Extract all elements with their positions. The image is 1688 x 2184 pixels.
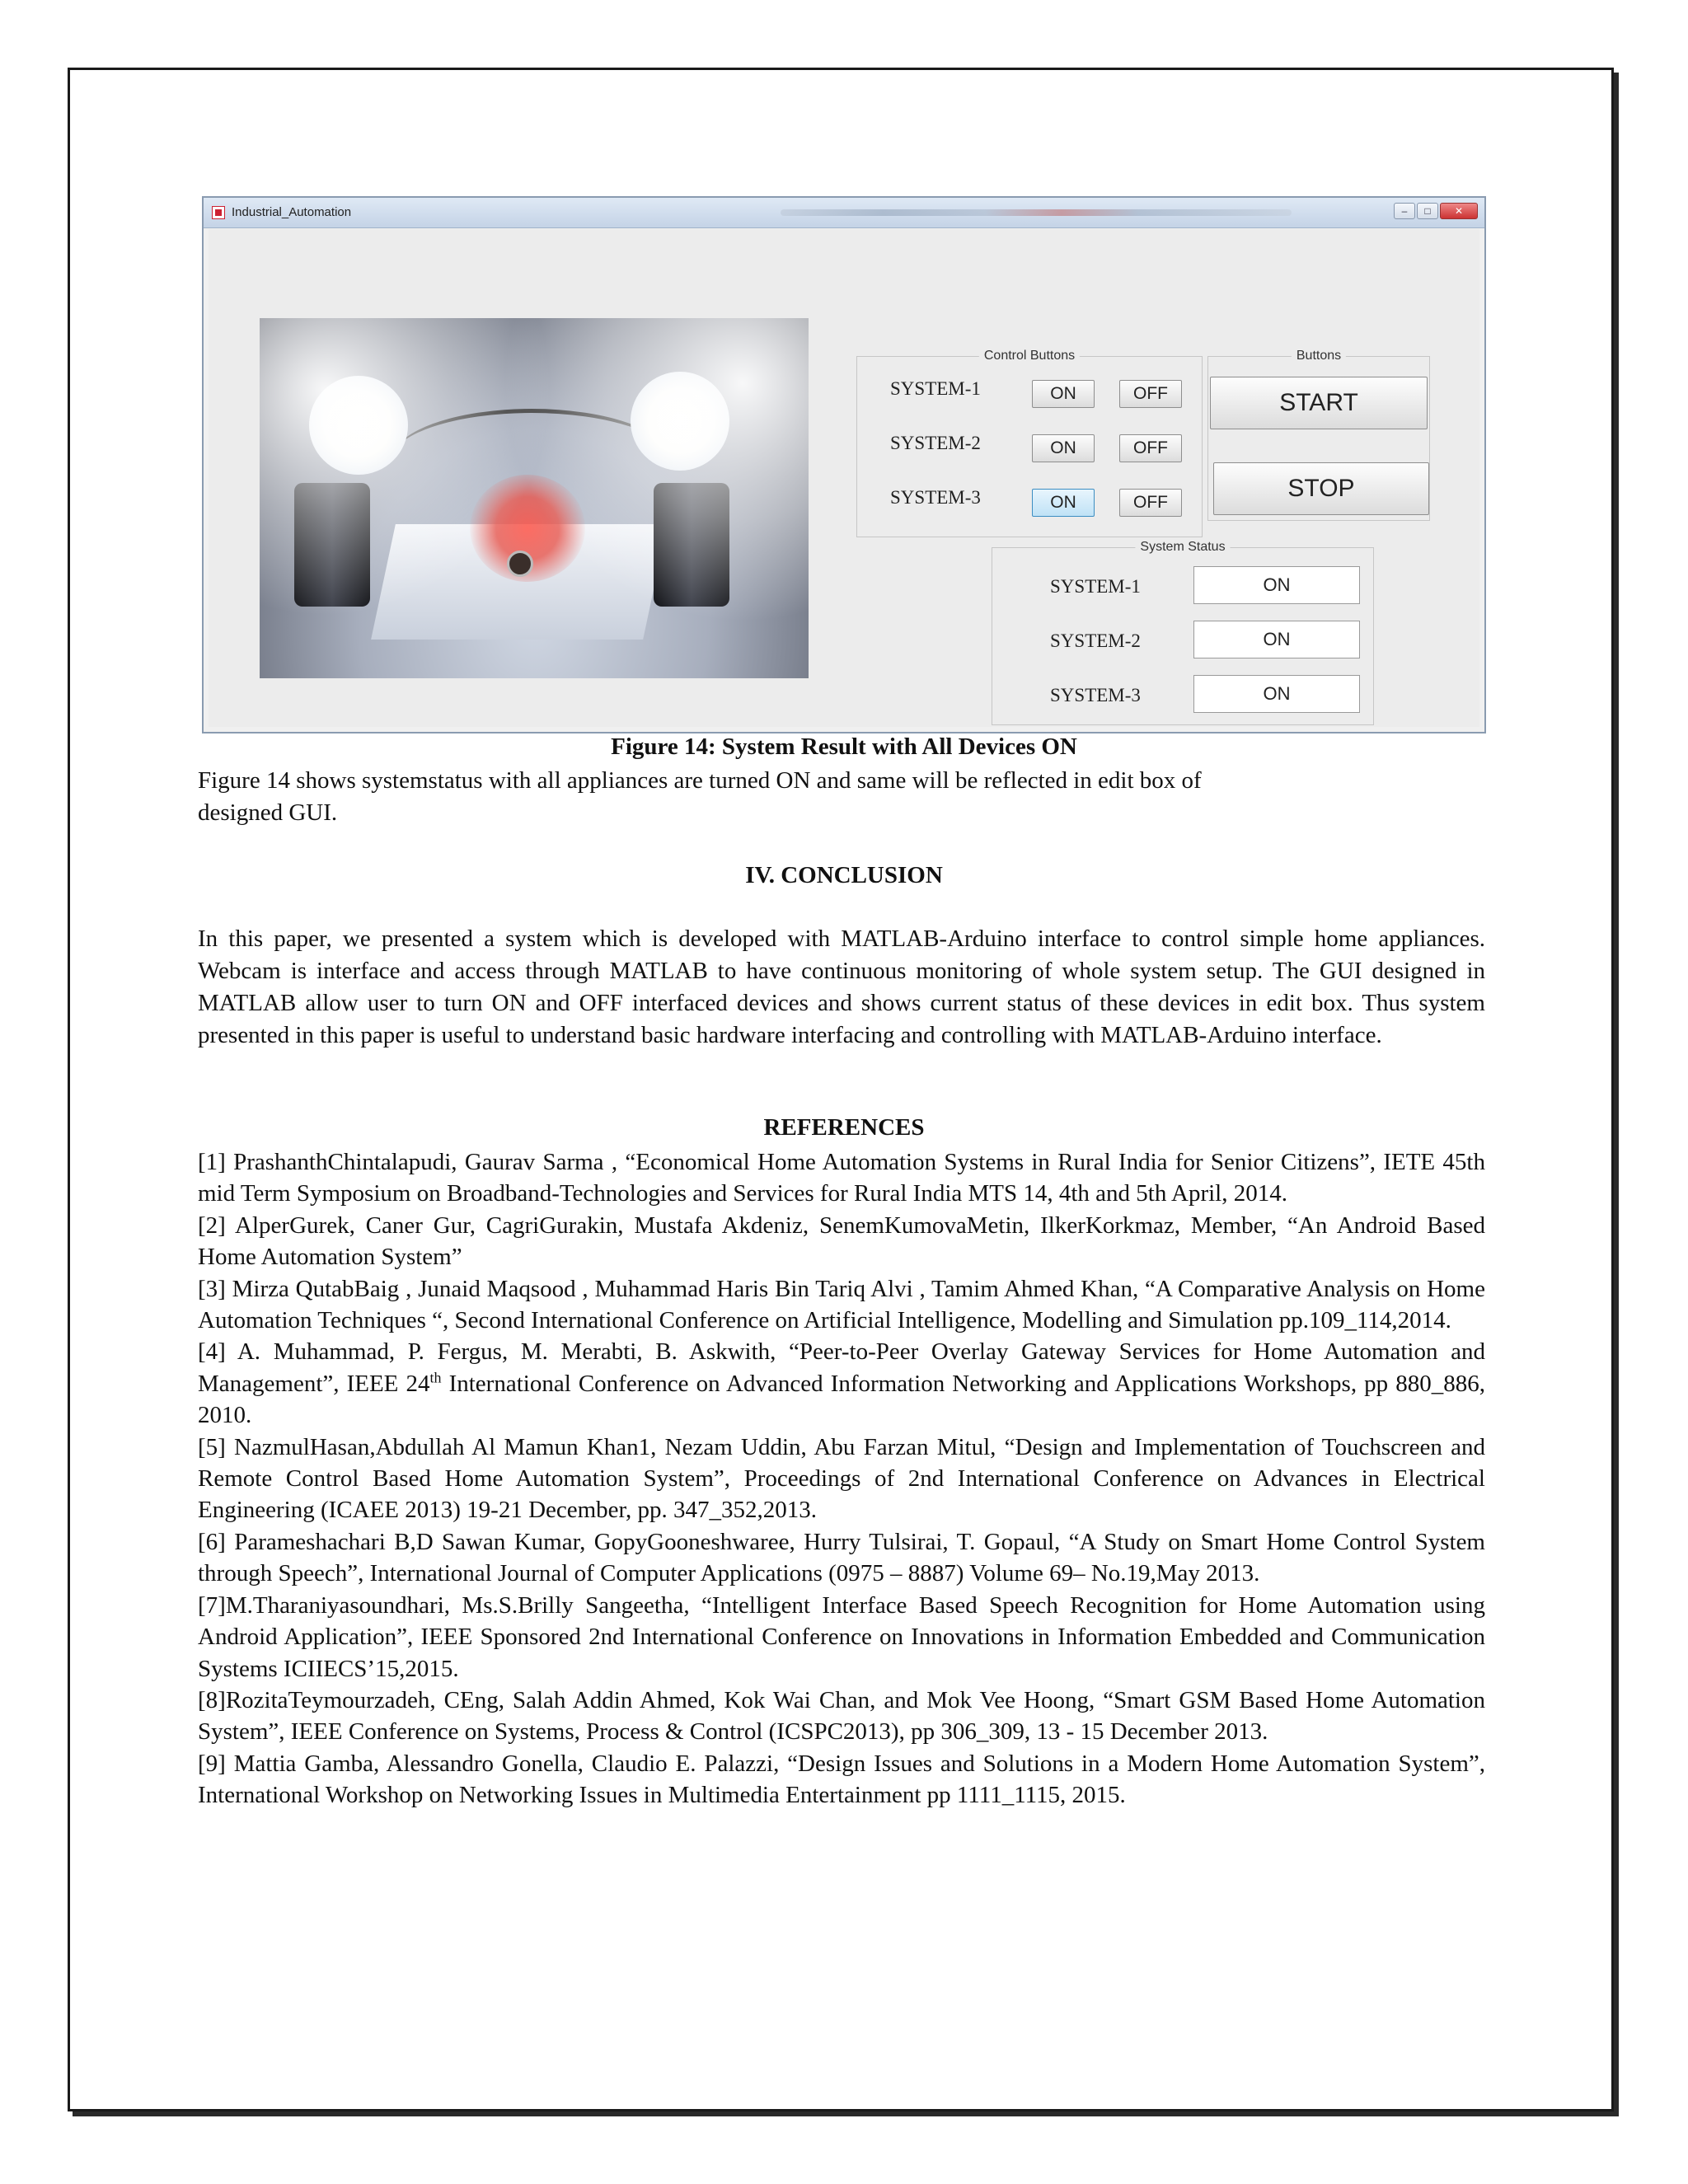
reference-3: [3] Mirza QutabBaig , Junaid Maqsood , Muhammad Haris Bin Tariq Alvi , Tamim Ahmed Khan, “A Comparative Analysis on Home Automation Techniques “, Second International Conference on Artificial Intelligence, Modelling and Simulation pp.109_114,2014. bbox=[198, 1275, 1485, 1334]
control-buttons-panel bbox=[856, 349, 1203, 537]
figure-caption: Figure 14: System Result with All Devices ON bbox=[611, 733, 1077, 760]
figure-description bbox=[198, 765, 1485, 829]
reference-8: [8]RozitaTeymourzadeh, CEng, Salah Addin Ahmed, Kok Wai Chan, and Mok Vee Hoong, “Smart GSM Based Home Automation System”, IEEE Conference on Systems, Process & Control (ICSPC2013), pp 306_309, 13 - 15 December 2013. bbox=[198, 1686, 1485, 1746]
minimize-icon[interactable]: – bbox=[1394, 203, 1415, 219]
reference-1: [1] PrashanthChintalapudi, Gaurav Sarma , “Economical Home Automation Systems in Rural India for Senior Citizens”, IETE 45th mid Term Symposium on Broadband-Technologies and Services for Rural India MTS 14, 4th and 5th April, 2014. bbox=[198, 1149, 1485, 1207]
titlebar-blur bbox=[781, 209, 1292, 216]
reference-4-part-2: International Conference on Advanced Information Networking and Applications Workshops, pp 880_886, 2010. bbox=[198, 1370, 1485, 1429]
conclusion-paragraph: In this paper, we presented a system which is developed with MATLAB-Arduino interface to control simple home appliances. Webcam is interface and access through MATLAB to have continuous monitoring of whole system setup. The GUI designed in MATLAB allow user to turn ON and OFF interfaced devices and shows current status of these devices in edit box. Thus system presented in this paper is useful to understand basic hardware interfacing and controlling with MATLAB-Arduino interface. bbox=[198, 926, 1485, 1048]
reference-5: [5] NazmulHasan,Abdullah Al Mamun Khan1, Nezam Uddin, Abu Farzan Mitul, “Design and Implementation of Touchscreen and Remote Control Based Home Automation System”, Proceedings of 2nd International Conference on Advances in Electrical Engineering (ICAEE 2013) 19-21 December, pp. 347_352,2013. bbox=[198, 1433, 1485, 1524]
system-3-status-field[interactable]: ON bbox=[1193, 675, 1360, 713]
status-panel-title: System Status bbox=[1135, 540, 1230, 555]
system-2-on-button[interactable]: ON bbox=[1032, 434, 1095, 462]
matlab-app-icon bbox=[212, 206, 225, 219]
reference-4-part-1: [4] A. Muhammad, P. Fergus, M. Merabti, B. Askwith, “Peer-to-Peer Overlay Gateway Services for Home Automation and Management”, IEEE 24 bbox=[198, 1338, 1485, 1397]
control-system-1-label: SYSTEM-1 bbox=[890, 378, 981, 399]
reference-9: [9] Mattia Gamba, Alessandro Gonella, Claudio E. Palazzi, “Design Issues and Solutions in a Modern Home Automation System”, International Workshop on Networking Issues in Multimedia Entertainment pp 1111_1115, 2015. bbox=[198, 1750, 1485, 1809]
system-1-off-button[interactable]: OFF bbox=[1119, 380, 1182, 408]
stop-button[interactable]: STOP bbox=[1213, 462, 1429, 515]
window-controls bbox=[1394, 203, 1478, 221]
conclusion-heading: IV. CONCLUSION bbox=[745, 862, 943, 888]
figure-description-line-2: designed GUI. bbox=[198, 799, 338, 826]
maximize-icon[interactable]: □ bbox=[1417, 203, 1438, 219]
status-system-1-label: SYSTEM-1 bbox=[1050, 576, 1141, 597]
close-icon[interactable]: ✕ bbox=[1440, 203, 1478, 219]
reference-4-sup: th bbox=[429, 1369, 442, 1386]
system-2-status-field[interactable]: ON bbox=[1193, 621, 1360, 658]
webcam-feed bbox=[260, 318, 809, 678]
reference-7: [7]M.Tharaniyasoundhari, Ms.S.Brilly Sangeetha, “Intelligent Interface Based Speech Recognition for Home Automation using Android Application”, IEEE Sponsored 2nd International Conference on Innovations in Information Embedded and Communication Systems ICIIECS’15,2015. bbox=[198, 1591, 1485, 1682]
buttons-panel-title: Buttons bbox=[1292, 349, 1346, 363]
window-client-area bbox=[209, 229, 1479, 727]
system-3-on-button[interactable]: ON bbox=[1032, 489, 1095, 517]
window-title: Industrial_Automation bbox=[232, 205, 352, 219]
system-3-off-button[interactable]: OFF bbox=[1119, 489, 1182, 517]
buttons-panel bbox=[1207, 349, 1430, 521]
start-button[interactable]: START bbox=[1210, 377, 1428, 429]
control-panel-title: Control Buttons bbox=[979, 349, 1080, 363]
control-system-2-label: SYSTEM-2 bbox=[890, 433, 981, 453]
system-status-panel bbox=[992, 540, 1374, 725]
gui-screenshot-figure bbox=[202, 196, 1486, 733]
references-list bbox=[198, 1146, 1485, 1811]
figure-description-line-1: Figure 14 shows systemstatus with all appliances are turned ON and same will be reflected in edit box of bbox=[198, 767, 1202, 794]
window-titlebar bbox=[204, 198, 1484, 228]
control-system-3-label: SYSTEM-3 bbox=[890, 487, 981, 508]
status-system-2-label: SYSTEM-2 bbox=[1050, 630, 1141, 651]
references-heading: REFERENCES bbox=[763, 1114, 925, 1141]
reference-2: [2] AlperGurek, Caner Gur, CagriGurakin, Mustafa Akdeniz, SenemKumovaMetin, IlkerKorkmaz, Member, “An Android Based Home Automation System” bbox=[198, 1212, 1485, 1271]
system-1-on-button[interactable]: ON bbox=[1032, 380, 1095, 408]
status-system-3-label: SYSTEM-3 bbox=[1050, 685, 1141, 705]
system-1-status-field[interactable]: ON bbox=[1193, 566, 1360, 604]
reference-6: [6] Parameshachari B,D Sawan Kumar, GopyGooneshwaree, Hurry Tulsirai, T. Gopaul, “A Study on Smart Home Control System through Speech”, International Journal of Computer Applications (0975 – 8887) Volume 69– No.19,May 2013. bbox=[198, 1528, 1485, 1587]
system-2-off-button[interactable]: OFF bbox=[1119, 434, 1182, 462]
webcam-glare bbox=[260, 318, 809, 678]
reference-4 bbox=[198, 1336, 1485, 1431]
